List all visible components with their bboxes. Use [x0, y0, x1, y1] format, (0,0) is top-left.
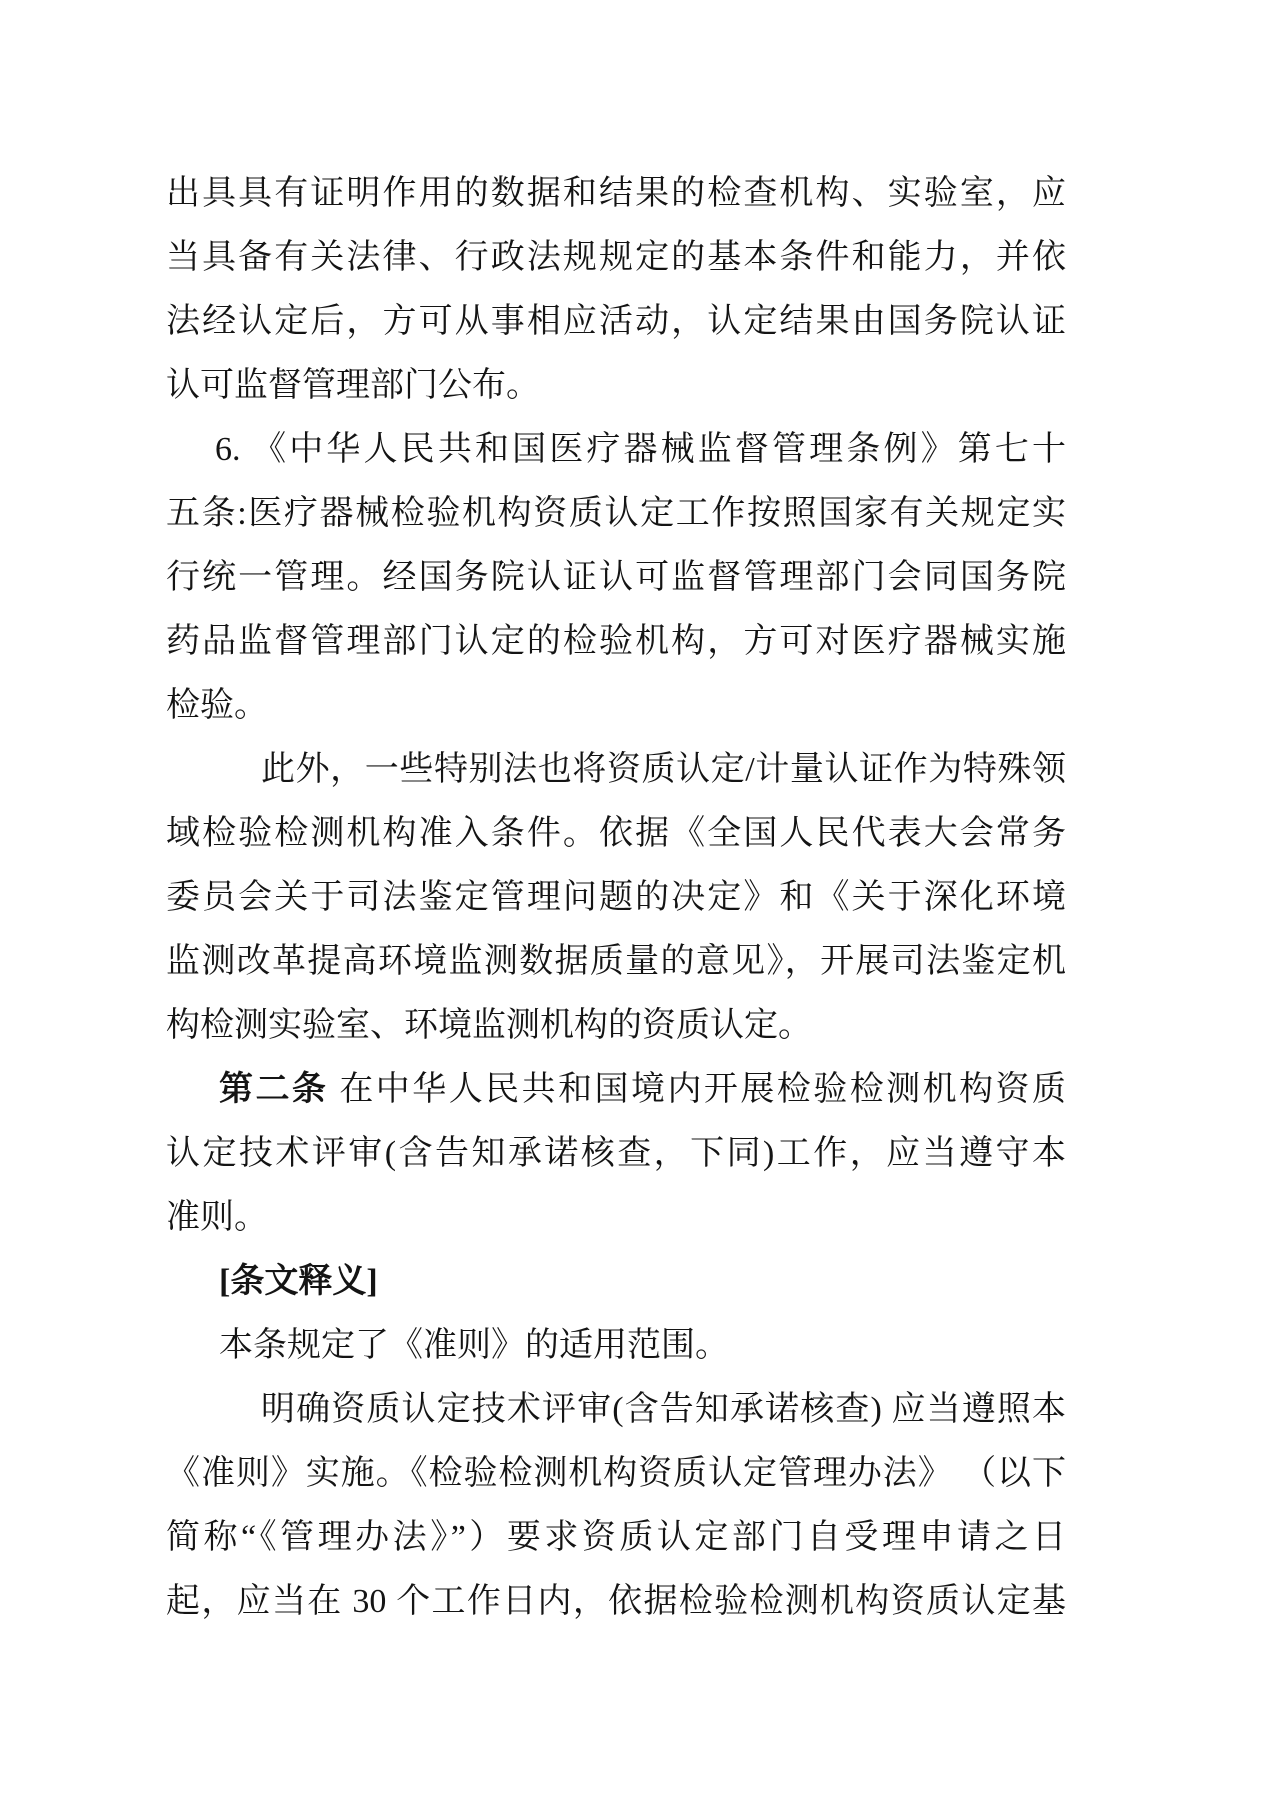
text-line: 行统一管理。经国务院认证认可监督管理部门会同国务院 [166, 559, 1066, 596]
text-line: 药品监督管理部门认定的检验机构，方可对医疗器械实施 [166, 623, 1066, 660]
text-line-paragraph-start: 明确资质认定技术评审(含告知承诺核查) 应当遵照本 [261, 1391, 1066, 1428]
text-line-paragraph-end: 构检测实验室、环境监测机构的资质认定。 [166, 1007, 812, 1044]
text-line: 出具具有证明作用的数据和结果的检查机构、实验室，应 [166, 175, 1066, 212]
text-line: 当具备有关法律、行政法规规定的基本条件和能力，并依 [166, 239, 1066, 276]
text-line-paragraph: 本条规定了《准则》的适用范围。 [219, 1327, 729, 1364]
text-line-paragraph-end: 检验。 [166, 687, 268, 724]
text-line: 监测改革提高环境监测数据质量的意见》，开展司法鉴定机 [166, 943, 1066, 980]
article-2-number: 第二条 [219, 1071, 329, 1108]
text-line: 委员会关于司法鉴定管理问题的决定》和《关于深化环境 [166, 879, 1066, 916]
text-line: 认定技术评审(含告知承诺核查，下同)工作，应当遵守本 [166, 1135, 1066, 1172]
text-line: 起，应当在 30 个工作日内，依据检验检测机构资质认定基 [166, 1583, 1066, 1620]
text-line: 五条:医疗器械检验机构资质认定工作按照国家有关规定实 [166, 495, 1066, 532]
text-line: 法经认定后，方可从事相应活动，认定结果由国务院认证 [166, 303, 1066, 340]
text-line-list-item-6: 6. 《中华人民共和国医疗器械监督管理条例》第七十 [215, 431, 1066, 468]
text-line: 《准则》实施。《检验检测机构资质认定管理办法》 （以下 [166, 1455, 1066, 1492]
text-line-article-2 [166, 1058, 1066, 1122]
text-line-paragraph-end: 认可监督管理部门公布。 [166, 367, 540, 404]
section-heading-label: [条文释义] [219, 1263, 378, 1300]
text-line-paragraph-start: 此外，一些特别法也将资质认定/计量认证作为特殊领 [261, 751, 1066, 788]
text-line-paragraph-end: 准则。 [166, 1199, 268, 1236]
section-heading-interpretation [166, 1250, 1066, 1314]
text-line: 域检验检测机构准入条件。依据《全国人民代表大会常务 [166, 815, 1066, 852]
article-2-text: 在中华人民共和国境内开展检验检测机构资质 [328, 1071, 1066, 1108]
text-line: 简称“《管理办法》”）要求资质认定部门自受理申请之日 [166, 1519, 1066, 1556]
document-text [166, 162, 1066, 1634]
